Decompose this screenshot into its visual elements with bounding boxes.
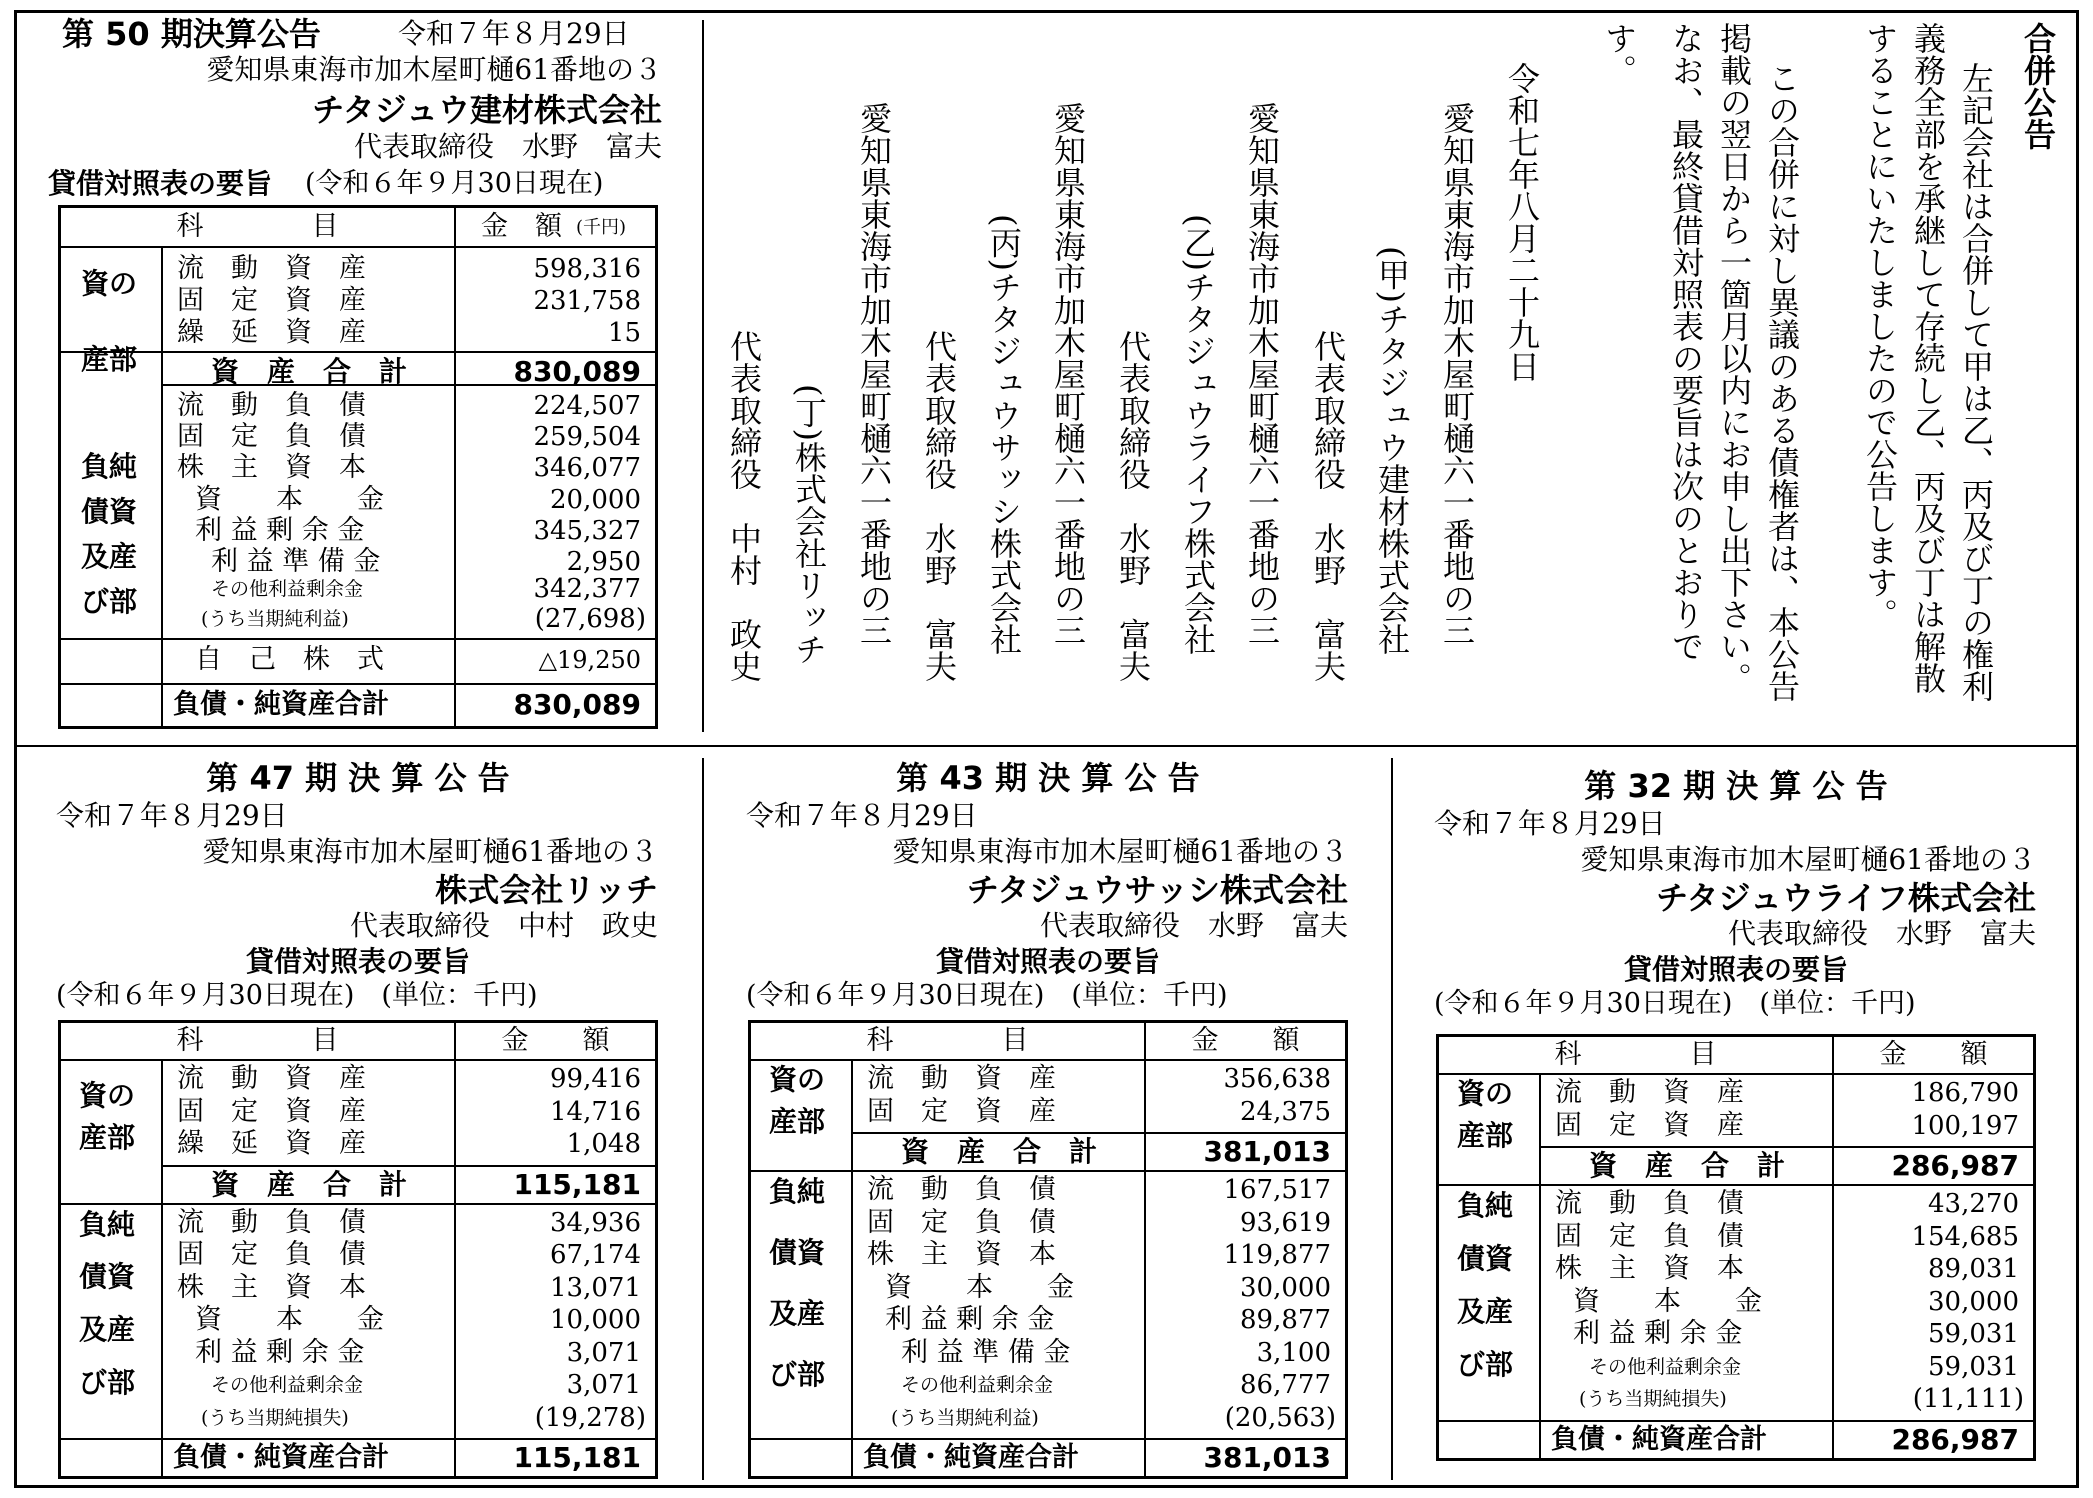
bs-date: (令和６年９月30日現在) <box>305 168 604 199</box>
row-label: (うち当期純利益) <box>891 1406 1039 1429</box>
total-value: 381,013 <box>1203 1441 1331 1474</box>
total-value: 286,987 <box>1891 1149 2019 1182</box>
divider-middle <box>14 745 2079 747</box>
group-liab-4: び部 <box>79 1366 136 1400</box>
representative: 代表取締役 水野 富夫 <box>353 130 662 163</box>
total-label: 資 産 合 計 <box>211 1167 408 1201</box>
merger-line: 代表取締役 水野 富夫 <box>1309 330 1347 682</box>
total-label: 資 産 合 計 <box>1589 1149 1786 1182</box>
group-liab-4: び部 <box>1457 1347 1514 1381</box>
row-value: 224,507 <box>533 391 641 421</box>
notice-title: 第 47 期 決 算 公 告 <box>206 759 510 797</box>
table-rule <box>1539 1073 1541 1458</box>
row-value: △19,250 <box>538 646 641 674</box>
merger-line: 代表取締役 水野 富夫 <box>1114 330 1152 682</box>
row-label: 固 定 資 産 <box>177 285 366 316</box>
merger-line: (丙)チタジュウサッシ株式会社 <box>985 214 1023 655</box>
group-assets-1: 資の <box>79 1078 136 1112</box>
merger-line: なお、最終貸借対照表の要旨は次のとおりで <box>1667 22 1705 662</box>
notice-title: 第 32 期 決 算 公 告 <box>1584 767 1888 805</box>
group-assets-1: 資の <box>1457 1076 1514 1110</box>
group-assets-2: 産部 <box>769 1104 826 1138</box>
notice-date: 令和７年８月29日 <box>56 799 288 832</box>
row-label: 利 益 準 備 金 <box>211 546 381 577</box>
row-label: 固 定 資 産 <box>1555 1109 1744 1141</box>
row-value: 15 <box>607 318 641 348</box>
bs-title: 貸借対照表の要旨 <box>935 945 1160 978</box>
row-value: 598,316 <box>533 254 641 284</box>
merger-line: (乙)チタジュウライフ株式会社 <box>1179 214 1217 655</box>
row-value: 67,174 <box>550 1240 641 1270</box>
table-rule <box>851 1059 853 1476</box>
header-amount: 金 額 <box>501 1025 610 1056</box>
merger-line: 代表取締役 中村 政史 <box>725 330 763 682</box>
merger-line: 義務全部を承継して存続し乙、丙及び丁は解散 <box>1909 22 1947 694</box>
row-label: 流 動 資 産 <box>177 253 366 284</box>
row-label: 利 益 準 備 金 <box>901 1336 1071 1368</box>
total-value: 830,089 <box>513 688 641 721</box>
row-label: 利 益 剰 余 金 <box>195 515 365 546</box>
row-value: 30,000 <box>1240 1272 1331 1303</box>
representative: 代表取締役 水野 富夫 <box>1039 909 1348 942</box>
row-label: 繰 延 資 産 <box>177 1128 366 1159</box>
table-rule <box>61 1059 655 1061</box>
table-rule <box>751 1059 1345 1061</box>
notice-date: 令和７年８月29日 <box>746 799 978 832</box>
merger-line: す。 <box>1600 22 1638 86</box>
row-label: 流 動 資 産 <box>867 1063 1056 1094</box>
bs-table <box>58 205 658 729</box>
row-value: (11,111) <box>1912 1384 2024 1414</box>
row-label: 流 動 資 産 <box>1555 1077 1744 1108</box>
row-label: その他利益剰余金 <box>1589 1355 1742 1378</box>
row-label: 資 本 金 <box>195 1304 384 1335</box>
total-value: 286,987 <box>1891 1422 2019 1456</box>
row-label: 流 動 負 債 <box>1555 1188 1744 1219</box>
total-label: 負債・純資産合計 <box>173 1442 389 1473</box>
total-value: 115,181 <box>513 1441 641 1474</box>
divider-top <box>702 20 704 732</box>
row-value: 93,619 <box>1240 1207 1331 1238</box>
bs-date: (令和６年９月30日現在) (単位：千円) <box>746 980 1228 1011</box>
row-value: 24,375 <box>1240 1096 1331 1127</box>
row-value: 186,790 <box>1911 1078 2019 1108</box>
row-label: 固 定 資 産 <box>177 1095 366 1127</box>
row-value: 14,716 <box>550 1096 641 1127</box>
row-label: (うち当期純利益) <box>201 608 349 630</box>
row-label: 固 定 負 債 <box>867 1206 1056 1238</box>
merger-line: この合併に対し異議のある債権者は、本公告 <box>1763 62 1801 702</box>
row-label: 株 主 資 本 <box>177 1271 366 1303</box>
row-label: 株 主 資 本 <box>867 1239 1056 1270</box>
group-liab-2: 債資 <box>81 495 138 528</box>
row-value: 231,758 <box>533 286 641 316</box>
group-liab-4: び部 <box>81 585 138 618</box>
row-value: 1,048 <box>566 1129 641 1159</box>
total-label: 資 産 合 計 <box>211 355 408 388</box>
merger-line: 掲載の翌日から一箇月以内にお申し出下さい。 <box>1715 22 1753 694</box>
address: 愛知県東海市加木屋町樋61番地の３ <box>202 835 658 868</box>
row-value: 30,000 <box>1928 1286 2019 1317</box>
row-label: 利 益 剰 余 金 <box>885 1304 1055 1335</box>
row-value: 119,877 <box>1223 1240 1331 1270</box>
group-liab-2: 債資 <box>1457 1241 1514 1275</box>
row-label: 繰 延 資 産 <box>177 317 366 348</box>
table-rule <box>61 1203 655 1205</box>
row-value: 3,071 <box>566 1337 641 1368</box>
table-rule <box>751 1170 1345 1172</box>
notice-date: 令和７年８月29日 <box>1434 807 1666 840</box>
header-amount: 金 額 <box>1191 1025 1300 1056</box>
row-label: 資 本 金 <box>885 1271 1074 1303</box>
row-value: (19,278) <box>534 1402 646 1433</box>
row-label: 自 己 株 式 <box>195 644 384 675</box>
row-label: 株 主 資 本 <box>1555 1253 1744 1284</box>
row-value: (27,698) <box>534 604 646 634</box>
table-rule <box>161 1059 163 1476</box>
row-label: 株 主 資 本 <box>177 452 366 483</box>
row-value: 59,031 <box>1928 1319 2019 1349</box>
table-rule <box>1539 1146 2033 1148</box>
row-value: 356,638 <box>1223 1064 1331 1094</box>
group-liab-3: 及産 <box>81 540 138 573</box>
row-value: 3,071 <box>566 1370 641 1400</box>
merger-title: 合併公告 <box>2019 22 2057 150</box>
group-liab-4: び部 <box>769 1358 826 1391</box>
row-label: その他利益剰余金 <box>211 1374 364 1396</box>
total-label: 負債・純資産合計 <box>863 1442 1079 1473</box>
row-value: (20,563) <box>1224 1402 1336 1433</box>
bs-table <box>748 1020 1348 1479</box>
bs-title: 貸借対照表の要旨 <box>48 167 273 200</box>
row-label: 固 定 負 債 <box>1555 1220 1744 1252</box>
row-label: 流 動 資 産 <box>177 1063 366 1094</box>
merger-line: 愛知県東海市加木屋町樋六一番地の三 <box>1243 102 1281 646</box>
total-value: 381,013 <box>1203 1135 1331 1168</box>
row-value: 3,100 <box>1256 1337 1331 1368</box>
header-amount: 金 額 <box>1879 1039 1988 1070</box>
table-rule <box>1439 1184 2033 1186</box>
row-value: 345,327 <box>533 516 641 546</box>
merger-line: 代表取締役 水野 富夫 <box>920 330 958 682</box>
divider-bottom-left <box>702 758 704 1480</box>
row-label: 固 定 負 債 <box>177 421 366 452</box>
group-liab-3: 及産 <box>769 1297 826 1330</box>
table-rule <box>1439 1073 2033 1075</box>
merger-line: することにいたしましたので公告します。 <box>1861 22 1899 630</box>
group-liab-1: 負純 <box>1457 1189 1514 1222</box>
header-item: 科 目 <box>1554 1039 1717 1070</box>
total-value: 115,181 <box>513 1167 641 1201</box>
header-item: 科 目 <box>866 1025 1029 1056</box>
row-label: 資 本 金 <box>195 484 384 515</box>
row-value: 2,950 <box>566 547 641 577</box>
group-liab-2: 債資 <box>79 1260 136 1294</box>
bs-date: (令和６年９月30日現在) (単位：千円) <box>1434 988 1916 1019</box>
row-label: 固 定 負 債 <box>177 1239 366 1270</box>
row-label: 利 益 剰 余 金 <box>195 1336 365 1368</box>
company-name: チタジュウライフ株式会社 <box>1656 879 2036 917</box>
divider-bottom-right <box>1391 758 1393 1480</box>
bs-table <box>1436 1034 2036 1461</box>
group-assets-2: 産部 <box>1457 1118 1514 1152</box>
row-value: 20,000 <box>550 485 641 515</box>
header-item: 科 目 <box>176 1025 339 1056</box>
row-label: (うち当期純損失) <box>201 1406 349 1429</box>
table-rule <box>1439 1420 2033 1422</box>
table-rule <box>751 1438 1345 1440</box>
address: 愛知県東海市加木屋町樋61番地の３ <box>892 835 1348 868</box>
row-label: その他利益剰余金 <box>211 578 364 600</box>
header-unit: (千円) <box>576 217 627 238</box>
merger-line: (甲)チタジュウ建材株式会社 <box>1373 246 1411 655</box>
notice-date: 令和７年８月29日 <box>398 17 630 50</box>
row-label: 流 動 負 債 <box>867 1174 1056 1205</box>
group-assets-2: 産部 <box>81 343 138 376</box>
row-label: 利 益 剰 余 金 <box>1573 1318 1743 1349</box>
row-value: 167,517 <box>1223 1175 1331 1205</box>
merger-line: (丁)株式会社リッチ <box>790 384 828 665</box>
group-assets-2: 産部 <box>79 1120 136 1154</box>
representative: 代表取締役 水野 富夫 <box>1727 917 2036 950</box>
row-label: その他利益剰余金 <box>901 1374 1054 1396</box>
merger-line: 愛知県東海市加木屋町樋六一番地の三 <box>1049 102 1087 646</box>
company-name: 株式会社リッチ <box>435 871 658 909</box>
row-value: 346,077 <box>533 453 641 483</box>
address: 愛知県東海市加木屋町樋61番地の３ <box>1580 843 2036 876</box>
group-assets-1: 資の <box>769 1062 826 1096</box>
group-assets-1: 資の <box>81 267 138 300</box>
total-value: 830,089 <box>513 355 641 388</box>
total-label: 資 産 合 計 <box>901 1135 1098 1168</box>
merger-line: 愛知県東海市加木屋町樋六一番地の三 <box>855 102 893 646</box>
group-liab-2: 債資 <box>769 1236 826 1269</box>
table-rule <box>851 1132 1345 1134</box>
merger-date: 令和七年八月二十九日 <box>1503 62 1541 382</box>
bs-date: (令和６年９月30日現在) (単位：千円) <box>56 980 538 1011</box>
row-value: 13,071 <box>550 1272 641 1303</box>
header-amount: 金 額 <box>481 211 562 242</box>
total-label: 負債・純資産合計 <box>173 689 389 720</box>
row-value: 259,504 <box>533 422 641 452</box>
group-liab-1: 負純 <box>79 1207 136 1241</box>
row-value: 154,685 <box>1911 1221 2019 1252</box>
row-label: 固 定 資 産 <box>867 1095 1056 1127</box>
bs-title: 貸借対照表の要旨 <box>1623 953 1848 986</box>
bs-table <box>58 1020 658 1479</box>
group-liab-1: 負純 <box>81 450 138 483</box>
row-value: 43,270 <box>1928 1189 2019 1219</box>
row-value: 34,936 <box>550 1207 641 1238</box>
total-label: 負債・純資産合計 <box>1551 1423 1767 1455</box>
header-item: 科 目 <box>176 211 339 242</box>
group-liab-3: 及産 <box>1457 1294 1514 1328</box>
row-value: 100,197 <box>1911 1110 2019 1141</box>
company-name: チタジュウ建材株式会社 <box>312 91 662 129</box>
table-rule <box>161 1165 655 1167</box>
row-label: 資 本 金 <box>1573 1285 1762 1317</box>
address: 愛知県東海市加木屋町樋61番地の３ <box>206 53 662 86</box>
row-value: 86,777 <box>1240 1370 1331 1400</box>
row-value: 342,377 <box>533 574 641 604</box>
merger-line: 左記会社は合併して甲は乙、丙及び丁の権利 <box>1957 62 1995 702</box>
row-value: 89,031 <box>1928 1254 2019 1284</box>
notice-title: 第 50 期決算公告 <box>62 15 321 53</box>
row-value: 10,000 <box>550 1305 641 1335</box>
row-value: 99,416 <box>550 1064 641 1094</box>
row-label: 流 動 負 債 <box>177 390 366 421</box>
row-value: 89,877 <box>1240 1305 1331 1335</box>
representative: 代表取締役 中村 政史 <box>349 909 658 942</box>
table-rule <box>61 1438 655 1440</box>
company-name: チタジュウサッシ株式会社 <box>966 871 1348 909</box>
group-liab-3: 及産 <box>79 1313 136 1347</box>
group-liab-1: 負純 <box>769 1175 826 1208</box>
row-value: 59,031 <box>1928 1351 2019 1382</box>
bs-title: 貸借対照表の要旨 <box>245 945 470 978</box>
row-label: (うち当期純損失) <box>1579 1388 1727 1410</box>
merger-line: 愛知県東海市加木屋町樋六一番地の三 <box>1438 102 1476 646</box>
notice-title: 第 43 期 決 算 公 告 <box>896 759 1200 797</box>
row-label: 流 動 負 債 <box>177 1206 366 1238</box>
